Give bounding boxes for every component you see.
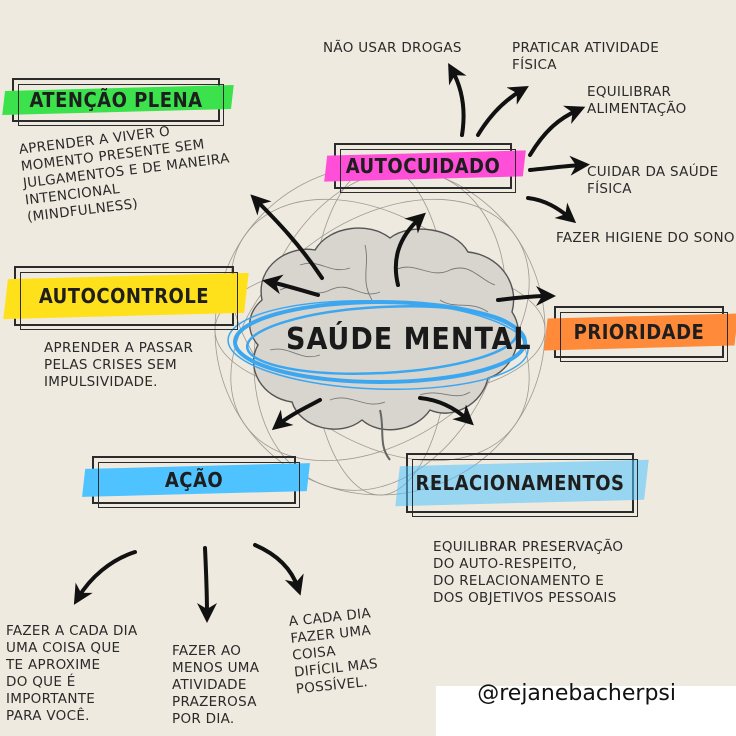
autocuidado-box — [334, 143, 512, 189]
autocuidado-item-5: FAZER HIGIENE DO SONO — [556, 230, 735, 246]
autocontrole-note: APRENDER A PASSAR PELAS CRISES SEM IMPULSIVIDADE. — [44, 340, 194, 390]
acao-label: AÇÃO — [164, 468, 224, 492]
relacionamentos-box — [406, 453, 634, 513]
autocontrole-label: AUTOCONTROLE — [38, 284, 210, 308]
acao-item-2: FAZER AO MENOS UMA ATIVIDADE PRAZEROSA POR DIA. — [172, 643, 260, 727]
autocuidado-item-3: EQUILIBRAR ALIMENTAÇÃO — [587, 84, 687, 117]
relacionamentos-note: EQUILIBRAR PRESERVAÇÃO DO AUTO-RESPEITO, DO RELACIONAMENTO E DOS OBJETIVOS PESSOAIS — [433, 539, 624, 606]
acao-item-1: FAZER A CADA DIA UMA COISA QUE TE APROXIME DO QUE É IMPORTANTE PARA VOCÊ. — [6, 623, 138, 724]
atencao-plena-label: ATENÇÃO PLENA — [29, 88, 203, 112]
author-handle: @rejanebacherpsi — [477, 681, 676, 706]
autocuidado-item-4: CUIDAR DA SAÚDE FÍSICA — [587, 164, 719, 197]
prioridade-box — [554, 306, 724, 358]
acao-item-3: A CADA DIA FAZER UMA COISA DIFÍCIL MAS POSSÍVEL. — [288, 605, 379, 698]
prioridade-label: PRIORIDADE — [573, 320, 705, 344]
atencao-plena-note: APRENDER A VIVER O MOMENTO PRESENTE SEM JULGAMENTOS E DE MANEIRA INTENCIONAL (MINDFULNESS) — [18, 123, 231, 226]
autocuidado-label: AUTOCUIDADO — [345, 154, 501, 178]
relacionamentos-label: RELACIONAMENTOS — [415, 471, 625, 495]
autocuidado-item-2: PRATICAR ATIVIDADE FÍSICA — [512, 40, 660, 73]
center-title: SAÚDE MENTAL — [286, 322, 532, 357]
autocontrole-box — [14, 266, 234, 326]
atencao-plena-box — [12, 78, 220, 122]
acao-box — [92, 456, 296, 504]
autocuidado-item-1: NÃO USAR DROGAS — [323, 40, 462, 56]
